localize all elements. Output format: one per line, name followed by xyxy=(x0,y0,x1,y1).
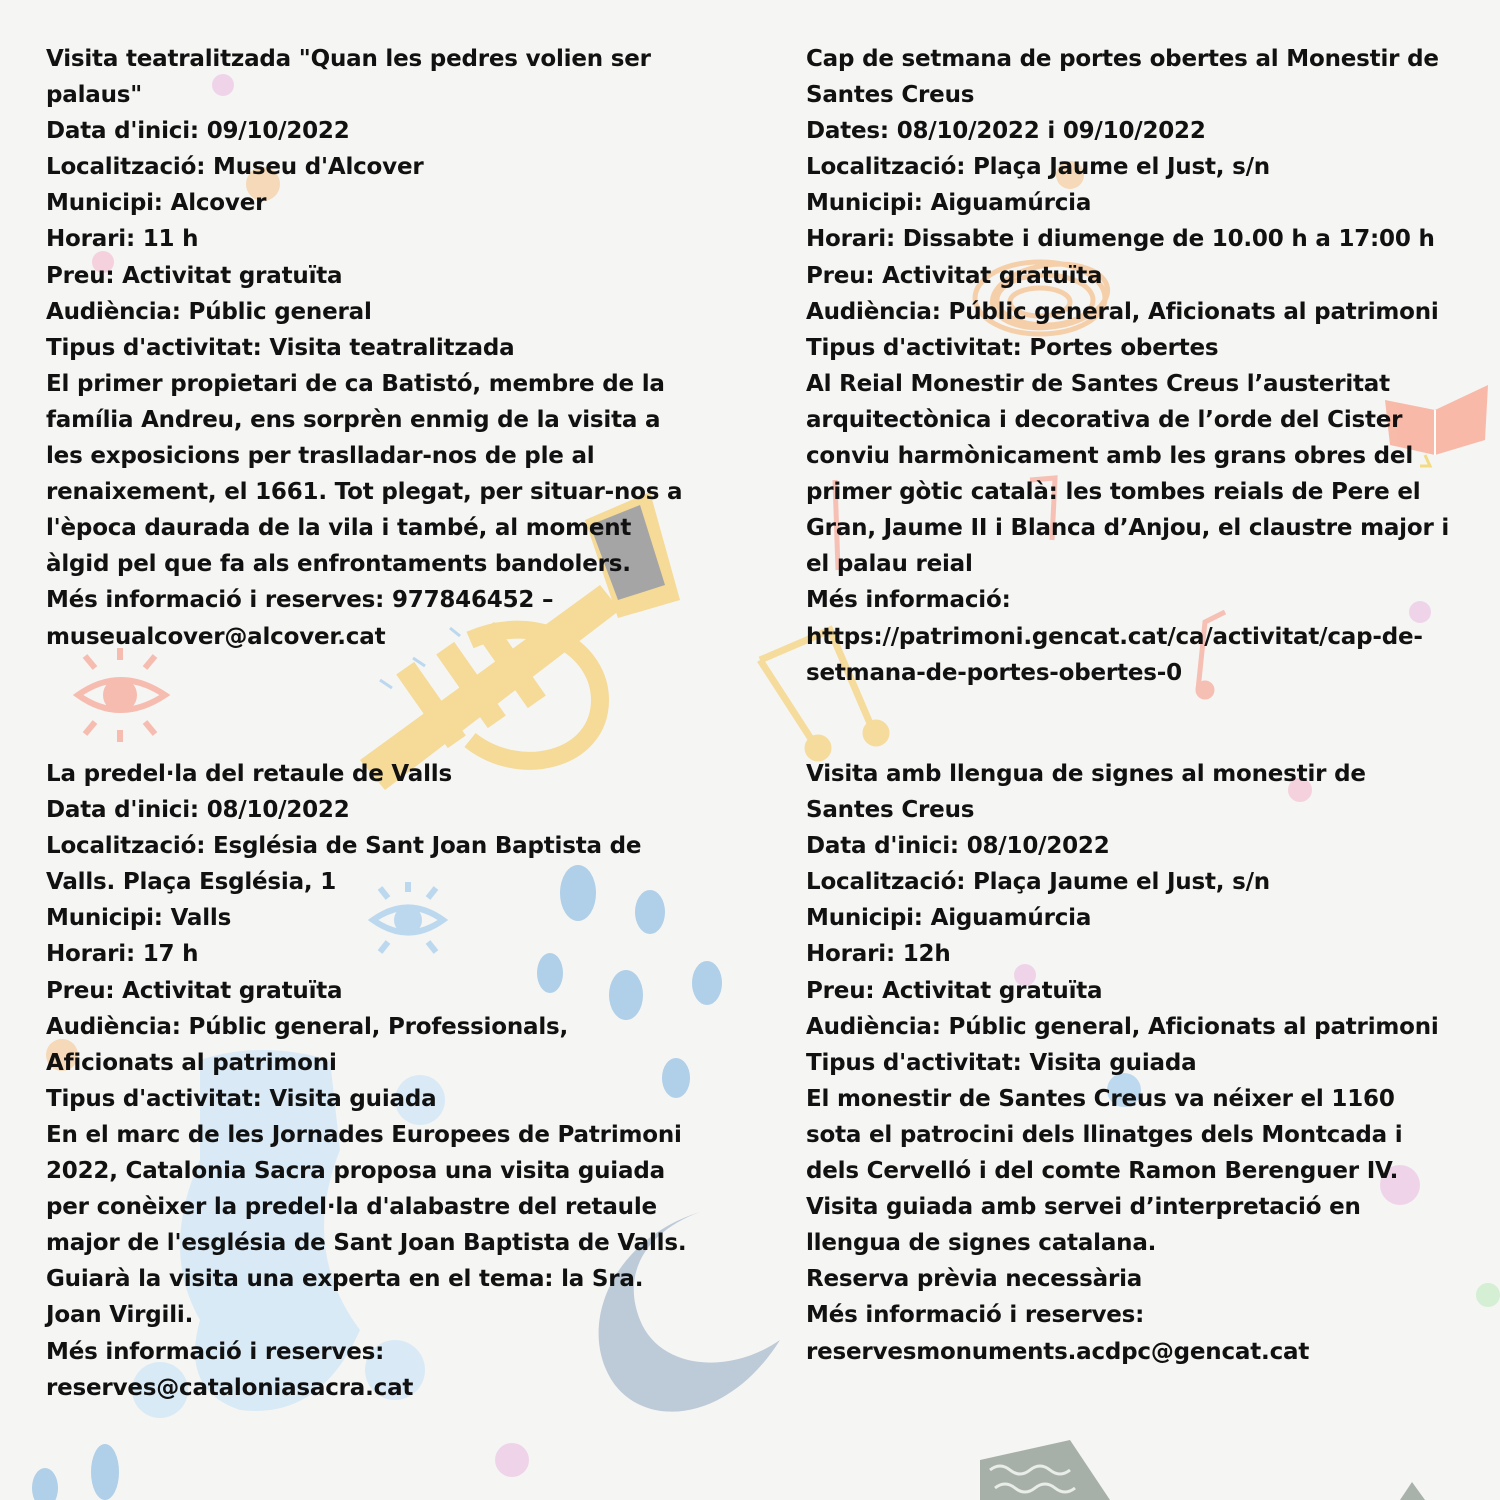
event-description: Joan Virgili. xyxy=(46,1302,194,1329)
event-description: Guiarà la visita una experta en el tema: la Sra. xyxy=(46,1266,644,1293)
event-municipality: Municipi: Alcover xyxy=(46,190,267,217)
event-type: Tipus d'activitat: Visita guiada xyxy=(806,1049,1197,1076)
event-description: l'època daurada de la vila i també, al moment xyxy=(46,515,632,542)
event-municipality: Municipi: Aiguamúrcia xyxy=(806,190,1092,217)
house-roof-icon xyxy=(980,1440,1425,1500)
event-price: Preu: Activitat gratuïta xyxy=(806,262,1103,289)
event-contact: Més informació i reserves: 977846452 – xyxy=(46,587,554,614)
event-contact-email: reservesmonuments.acdpc@gencat.cat xyxy=(806,1338,1310,1365)
event-description: Gran, Jaume II i Blanca d’Anjou, el claustre major i xyxy=(806,515,1450,542)
event-location: Localització: Plaça Jaume el Just, s/n xyxy=(806,154,1270,181)
event-description: major de l'església de Sant Joan Baptista de Valls. xyxy=(46,1230,687,1257)
event-audience: Aficionats al patrimoni xyxy=(46,1049,337,1076)
event-title: La predel·la del retaule de Valls xyxy=(46,761,452,787)
event-location: Localització: Plaça Jaume el Just, s/n xyxy=(806,869,1270,896)
eye-icon xyxy=(78,648,165,742)
event-type: Tipus d'activitat: Visita guiada xyxy=(46,1085,437,1112)
event-contact-link[interactable]: https://patrimoni.gencat.cat/ca/activitat/cap-de- xyxy=(806,623,1423,650)
event-card xyxy=(806,41,1449,691)
event-title: palaus" xyxy=(46,82,143,109)
event-description: arquitectònica i decorativa de l’orde del Cister xyxy=(806,406,1403,433)
event-description: renaixement, el 1661. Tot plegat, per situar-nos a xyxy=(46,479,683,506)
event-title: Cap de setmana de portes obertes al Monestir de xyxy=(806,46,1439,72)
event-title: Visita amb llengua de signes al monestir de xyxy=(806,761,1366,787)
event-schedule: Horari: 11 h xyxy=(46,226,199,253)
event-contact: Més informació: xyxy=(806,587,1011,614)
event-description: primer gòtic català: les tombes reials de Pere el xyxy=(806,479,1421,506)
event-location: Localització: Museu d'Alcover xyxy=(46,154,424,181)
event-description: llengua de signes catalana. xyxy=(806,1230,1157,1257)
event-card xyxy=(806,756,1439,1370)
event-price: Preu: Activitat gratuïta xyxy=(46,977,343,1004)
event-contact-email: museualcover@alcover.cat xyxy=(46,623,386,650)
event-description: família Andreu, ens sorprèn enmig de la visita a xyxy=(46,406,661,433)
event-contact: Més informació i reserves: xyxy=(806,1302,1145,1329)
event-description: les exposicions per traslladar-nos de ple al xyxy=(46,443,595,470)
event-date: Dates: 08/10/2022 i 09/10/2022 xyxy=(806,118,1206,145)
event-description: el palau reial xyxy=(806,551,973,578)
event-location: Valls. Plaça Església, 1 xyxy=(46,869,337,896)
event-description: sota el patrocini dels llinatges dels Montcada i xyxy=(806,1121,1403,1148)
event-date: Data d'inici: 08/10/2022 xyxy=(46,797,350,824)
event-description: El primer propietari de ca Batistó, membre de la xyxy=(46,370,665,397)
event-description: dels Cervelló i del comte Ramon Berenguer IV. xyxy=(806,1158,1399,1185)
event-description: per conèixer la predel·la d'alabastre del retaule xyxy=(46,1194,657,1221)
event-audience: Audiència: Públic general, Professionals, xyxy=(46,1013,569,1040)
event-card xyxy=(46,41,682,655)
event-title: Santes Creus xyxy=(806,797,975,824)
event-card xyxy=(46,756,686,1406)
event-description: El monestir de Santes Creus va néixer el 1160 xyxy=(806,1085,1395,1112)
event-description: 2022, Catalonia Sacra proposa una visita guiada xyxy=(46,1158,665,1185)
event-type: Tipus d'activitat: Visita teatralitzada xyxy=(46,334,515,361)
event-date: Data d'inici: 09/10/2022 xyxy=(46,118,350,145)
event-description: En el marc de les Jornades Europees de Patrimoni xyxy=(46,1121,682,1148)
event-audience: Audiència: Públic general xyxy=(46,298,372,325)
event-price: Preu: Activitat gratuïta xyxy=(806,977,1103,1004)
event-type: Tipus d'activitat: Portes obertes xyxy=(806,334,1219,361)
event-contact: Més informació i reserves: xyxy=(46,1338,385,1365)
event-location: Localització: Església de Sant Joan Baptista de xyxy=(46,833,642,860)
event-municipality: Municipi: Valls xyxy=(46,905,232,932)
event-contact-link[interactable]: setmana-de-portes-obertes-0 xyxy=(806,659,1182,686)
event-audience: Audiència: Públic general, Aficionats al patrimoni xyxy=(806,1013,1439,1040)
event-schedule: Horari: 17 h xyxy=(46,941,199,968)
event-title: Santes Creus xyxy=(806,82,975,109)
event-contact-email: reserves@cataloniasacra.cat xyxy=(46,1374,414,1401)
event-note: Reserva prèvia necessària xyxy=(806,1266,1143,1293)
event-date: Data d'inici: 08/10/2022 xyxy=(806,833,1110,860)
event-description: Visita guiada amb servei d’interpretació en xyxy=(806,1194,1361,1221)
event-audience: Audiència: Públic general, Aficionats al patrimoni xyxy=(806,298,1439,325)
event-title: Visita teatralitzada "Quan les pedres volien ser xyxy=(46,46,651,72)
event-schedule: Horari: 12h xyxy=(806,941,951,968)
event-description: àlgid pel que fa als enfrontaments bandolers. xyxy=(46,551,631,578)
event-price: Preu: Activitat gratuïta xyxy=(46,262,343,289)
event-description: Al Reial Monestir de Santes Creus l’austeritat xyxy=(806,370,1390,397)
event-description: conviu harmònicament amb les grans obres del xyxy=(806,443,1414,470)
event-municipality: Municipi: Aiguamúrcia xyxy=(806,905,1092,932)
event-schedule: Horari: Dissabte i diumenge de 10.00 h a 17:00 h xyxy=(806,226,1435,253)
